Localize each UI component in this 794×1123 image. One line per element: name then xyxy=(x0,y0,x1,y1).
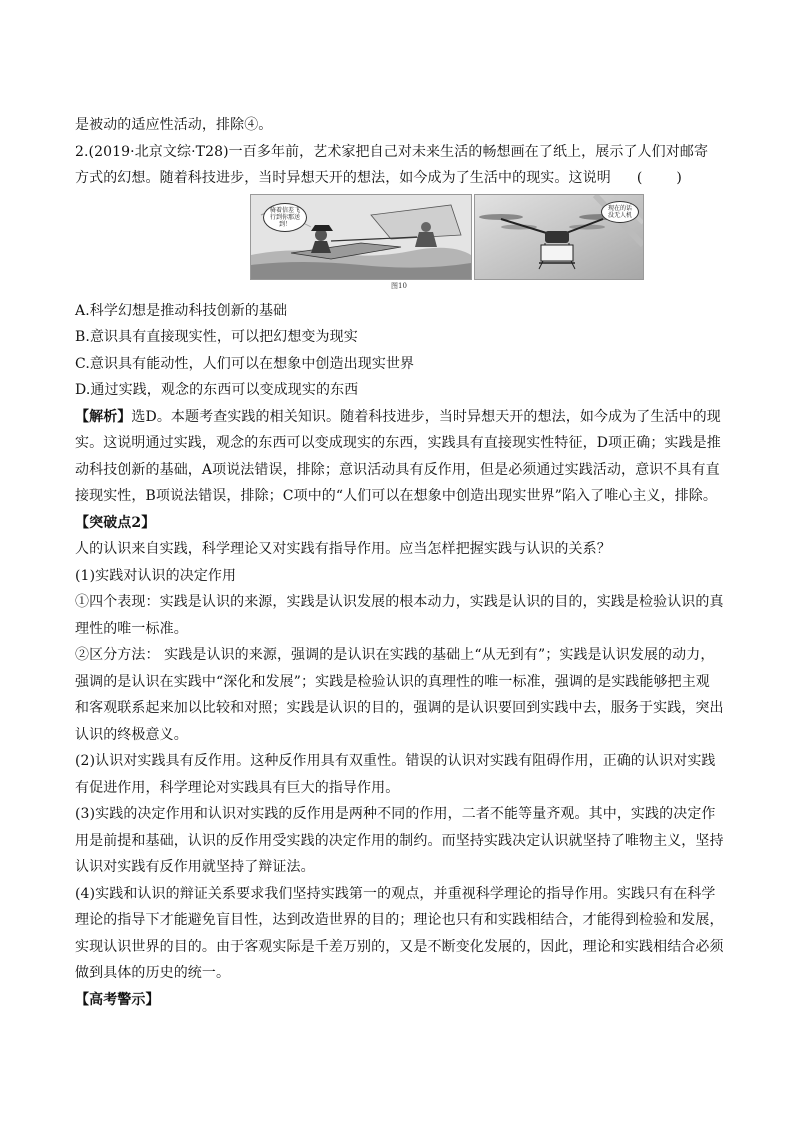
question-2-stem-cont: 方式的幻想。随着科技进步，当时异想天开的想法，如今成为了生活中的现实。这说明 ( ) xyxy=(75,170,682,186)
point-4-line-3: 实现认识世界的目的。由于客观实际是千差万别的，又是不断变化发展的，因此，理论和实践相结合必须 xyxy=(75,938,724,955)
option-a: A.科学幻想是推动科技创新的基础 xyxy=(75,302,288,319)
point-2-line-2: 有促进作用，科学理论对实践具有巨大的指导作用。 xyxy=(75,779,400,796)
vintage-illustration xyxy=(250,194,472,280)
option-c: C.意识具有能动性，人们可以在想象中创造出现实世界 xyxy=(75,355,415,372)
analysis-line-1: 【解析】选D。本题考查实践的相关知识。随着科技进步，当时异想天开的想法，如今成为了生活中的现 xyxy=(75,408,721,425)
point-3-line-3: 认识对实践有反作用就坚持了辩证法。 xyxy=(75,859,315,875)
point-4-line-2: 理论的指导下才能避免盲目性，达到改造世界的目的；理论也只有和实践相结合，才能得到检验和发展， xyxy=(75,912,724,928)
point-4-line-1: (4)实践和认识的辩证关系要求我们坚持实践第一的观点，并重视科学理论的指导作用。实践只有在科学 xyxy=(75,885,716,902)
analysis-line-2: 实。这说明通过实践，观念的东西可以变成现实的东西，实践具有直接现实性特征，D项正确；实践是推 xyxy=(75,435,721,451)
question-figure xyxy=(75,194,723,294)
figure-caption: 图10 xyxy=(391,281,407,290)
point-1b-line-4: 认识的终极意义。 xyxy=(75,726,188,743)
answer-paren-open: ( xyxy=(636,170,643,186)
speech-bubble-left: 骑着信差飞行到你那送到！ xyxy=(263,203,307,232)
option-b: B.意识具有直接现实性，可以把幻想变为现实 xyxy=(75,329,358,345)
analysis-line-4: 接现实性，B项说法错误，排除；C项中的“人们可以在想象中创造出现实世界”陷入了唯心主义，排除。 xyxy=(75,488,718,504)
text-line: 是被动的适应性活动，排除④。 xyxy=(75,117,273,133)
option-d: D.通过实践，观念的东西可以变成现实的东西 xyxy=(75,382,359,398)
drone-photo xyxy=(474,194,644,280)
answer-paren-close: ) xyxy=(676,170,682,186)
analysis-line-3: 动科技创新的基础，A项说法错误，排除；意识活动具有反作用，但是必须通过实践活动，意识不具有直 xyxy=(75,461,720,478)
point-1a-line-2: 理性的唯一标准。 xyxy=(75,620,188,637)
point-3-line-1: (3)实践的决定作用和认识对实践的反作用是两种不同的作用，二者不能等量齐观。其中，实践的决定作 xyxy=(75,806,716,822)
point-1a-line-1: ①四个表现：实践是认识的来源，实践是认识发展的根本动力，实践是认识的目的，实践是检验认识的真 xyxy=(75,594,724,610)
document-page xyxy=(75,112,723,1013)
question-2-stem: 2.(2019·北京文综·T28)一百多年前，艺术家把自己对未来生活的畅想画在了纸上，展示了人们对邮寄 xyxy=(75,143,709,160)
point-3-line-2: 用是前提和基础，认识的反作用受实践的决定作用的制约。而坚持实践决定认识就坚持了唯物主义，坚持 xyxy=(75,832,724,849)
point-1b-line-2: 强调的是认识在实践中“深化和发展”；实践是检验认识的真理性的唯一标准，强调的是实践能够把主观 xyxy=(75,673,710,690)
point-2-line-1: (2)认识对实践具有反作用。这种反作用具有双重性。错误的认识对实践有阻碍作用，正确的认识对实践 xyxy=(75,753,716,769)
analysis-label: 【解析】 xyxy=(75,408,132,425)
section-heading-breakpoint-2: 【突破点2】 xyxy=(75,514,156,531)
question-prompt: 人的认识来自实践，科学理论又对实践有指导作用。应当怎样把握实践与认识的关系？ xyxy=(75,541,611,557)
point-1b-line-3: 和客观联系起来加以比较和对照；实践是认识的目的，强调的是认识要回到实践中去，服务于实践，突出 xyxy=(75,700,724,716)
point-4-line-4: 做到具体的历史的统一。 xyxy=(75,965,231,981)
point-1b-line-1: ②区分方法： 实践是认识的来源，强调的是认识在实践的基础上“从无到有”；实践是认识发展的动力， xyxy=(75,647,715,663)
section-heading-exam-warning: 【高考警示】 xyxy=(75,991,160,1008)
speech-bubble-right: 现在的话没无人机 xyxy=(601,201,639,223)
point-1-heading: (1)实践对认识的决定作用 xyxy=(75,567,237,584)
